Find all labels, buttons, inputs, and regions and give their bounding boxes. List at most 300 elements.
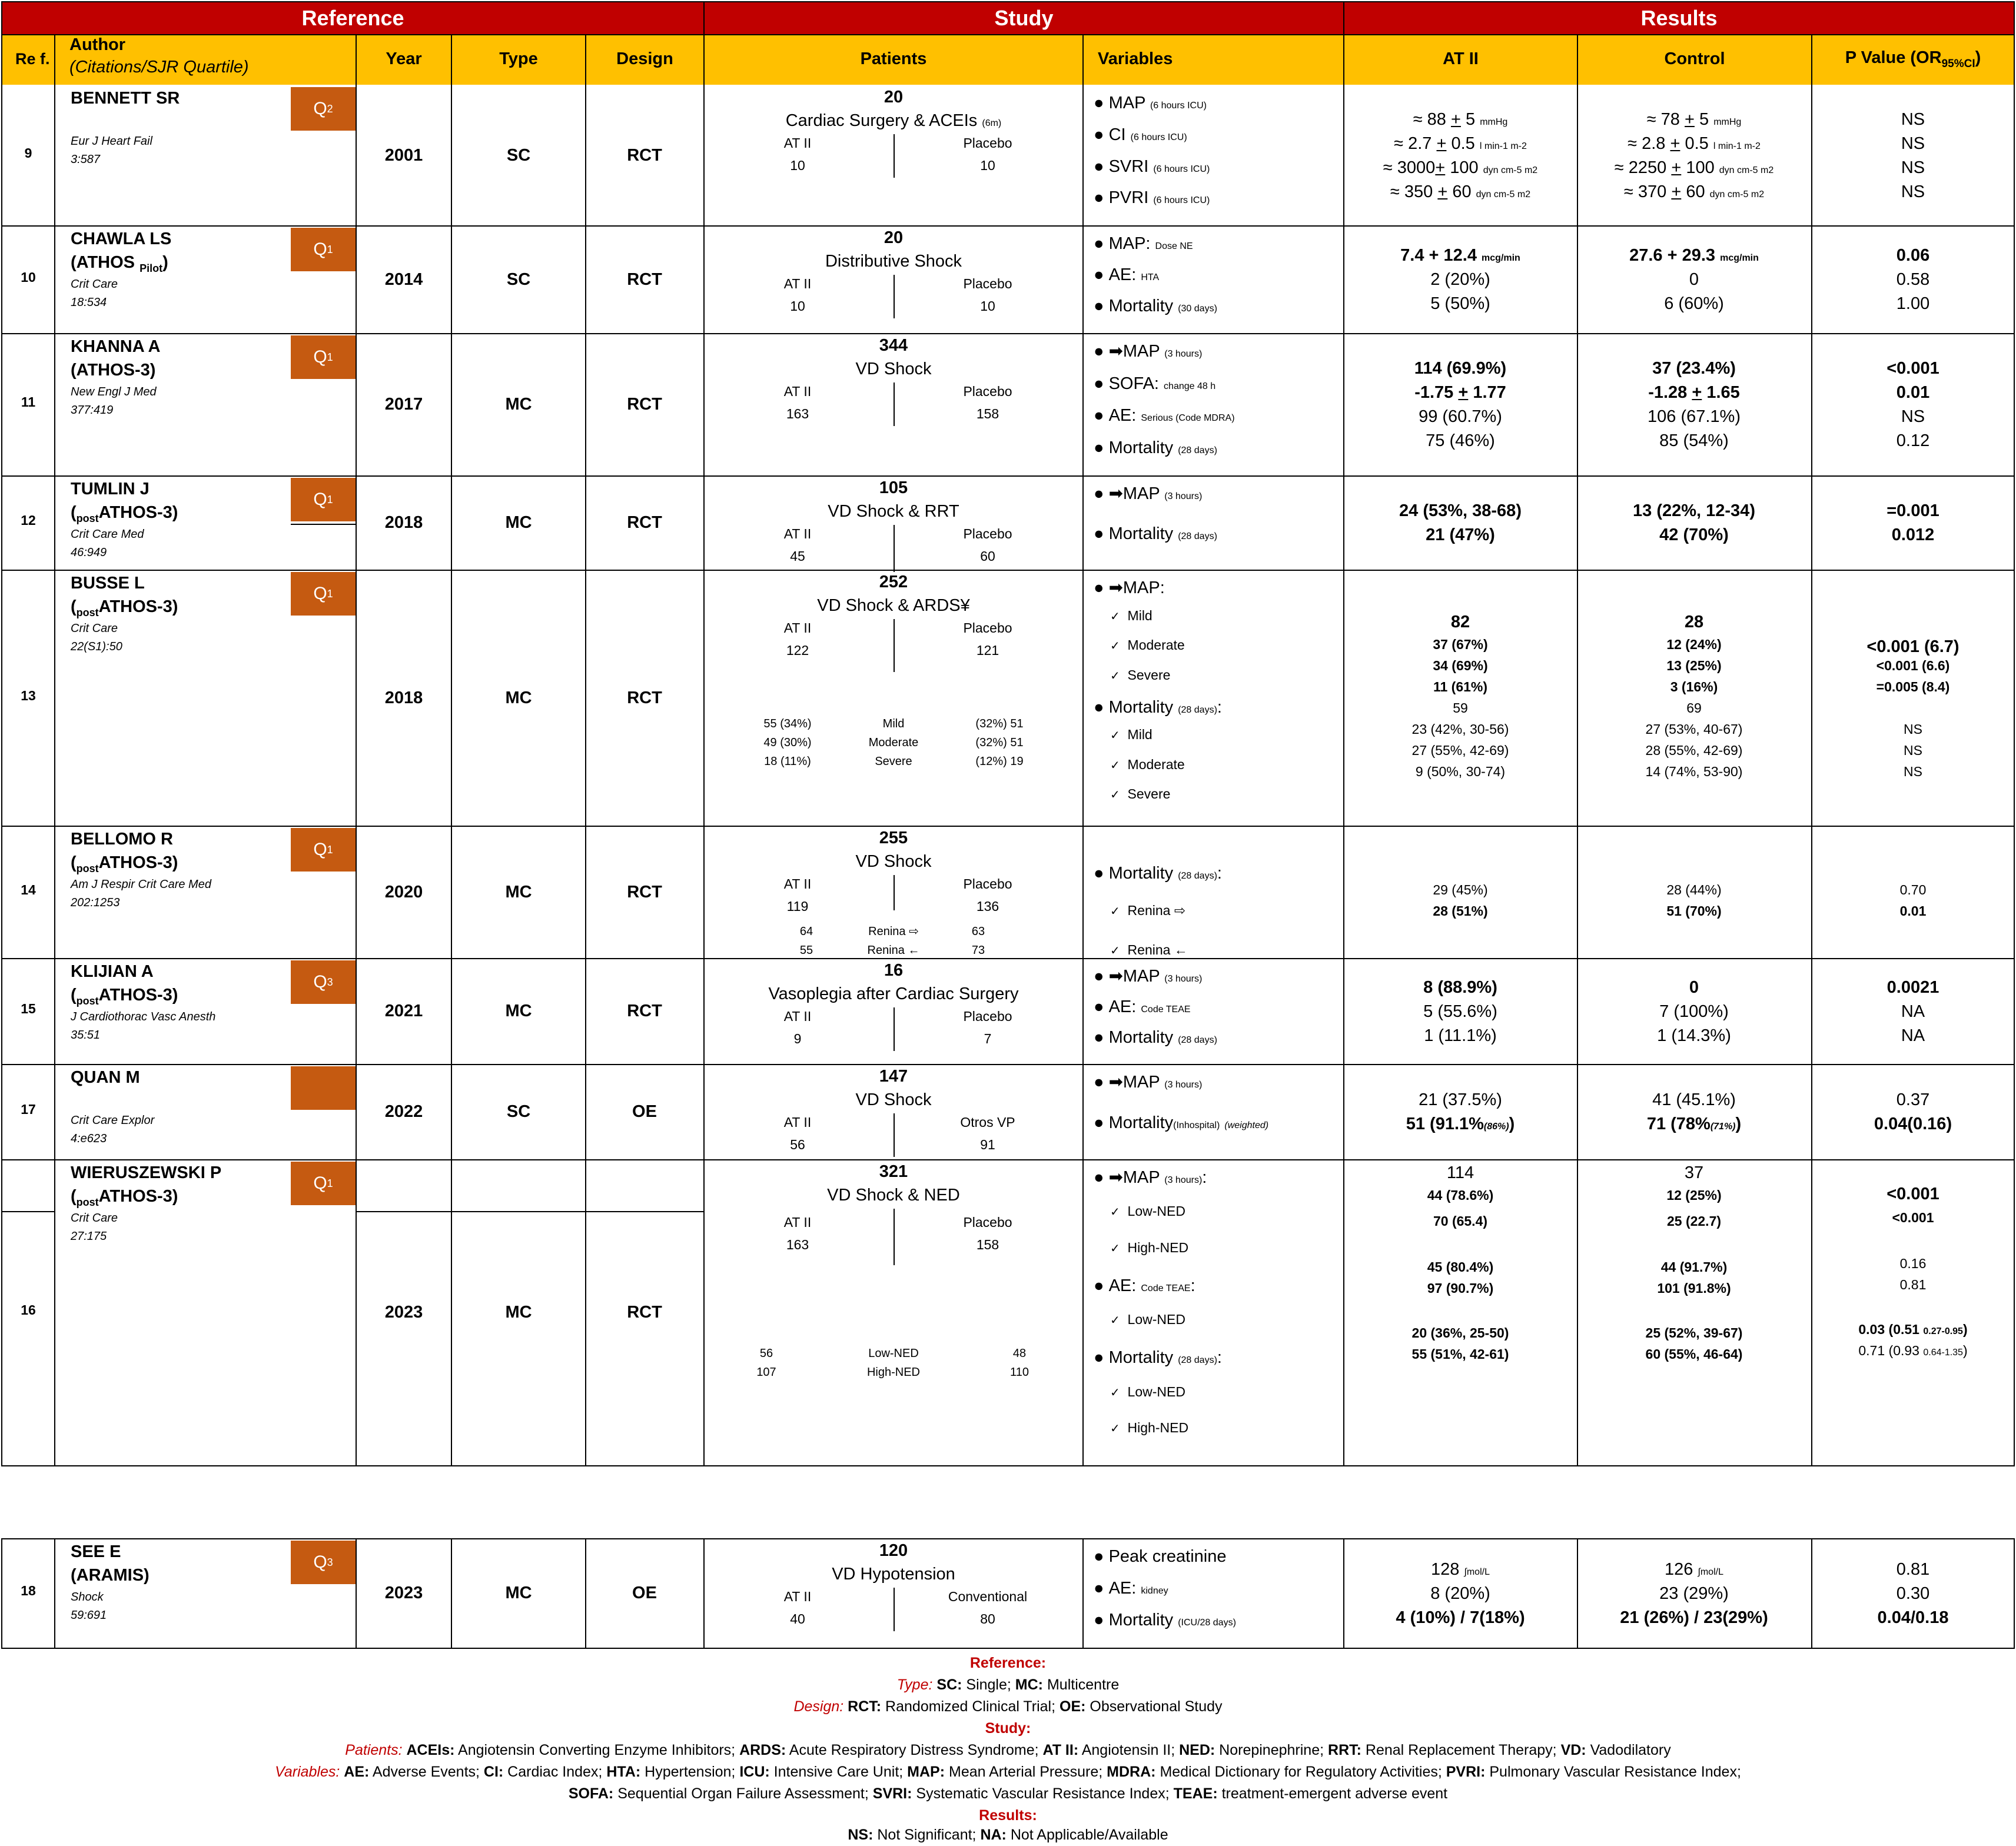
row-12-count-right: 60 <box>980 548 995 564</box>
row-13-design: RCT <box>627 688 662 707</box>
row-14-p-1: 0.01 <box>1899 903 1927 919</box>
grid-col-divider <box>1343 958 1344 1064</box>
row-9-p-3: NS <box>1901 182 1925 201</box>
row-13-var-1: ✓ Mild <box>1110 607 1153 623</box>
row-18-at2-2: 4 (10%) / 7(18%) <box>1396 1608 1525 1627</box>
row-10-count-left: 10 <box>790 298 805 314</box>
row-13-p-1: <0.001 (6.6) <box>1876 658 1950 673</box>
grid-col-divider <box>451 958 452 1064</box>
row-13-author-1: $(_{post}ATHOS-3)$ <box>71 597 178 618</box>
header-author-label: Author <box>69 35 126 54</box>
row-13-var-7: ✓ Severe <box>1110 786 1171 802</box>
row-14-var-0: ● Mortality (28 days): <box>1094 864 1222 883</box>
row-13-at2-0: 82 <box>1450 613 1470 631</box>
row-11-arm-left: AT II <box>783 384 812 399</box>
row-18-control-0: 126 ∫mol/L <box>1665 1559 1723 1579</box>
legend-variables: Variables: AE: Adverse Events; CI: Cardiac Index; HTA: Hypertension; ICU: Intensive Care Unit; MAP: Mean Arterial Pressure; MDRA: Medical Dictionary for Regulatory Activities; PVRI: Pulmonary Vascular Resistance Index; <box>275 1764 1741 1780</box>
row-13-sub-right-0: (32%) 51 <box>975 717 1024 730</box>
row-16-p-4: 0.03 (0.51 0.27-0.95) <box>1858 1322 1968 1337</box>
row-17-author-0: QUAN M <box>71 1068 140 1087</box>
row-16-control-0: 37 <box>1684 1163 1704 1182</box>
row-9-at2-3: ≈ 350 + 60 dyn cm-5 m2 <box>1390 182 1531 201</box>
row-9-control-2: ≈ 2250 + 100 dyn cm-5 m2 <box>1614 158 1774 177</box>
row-12-type: MC <box>505 513 532 532</box>
row-10-type: SC <box>506 270 531 289</box>
row-11-count-right: 158 <box>976 406 999 421</box>
row-9-var-0: ● MAP (6 hours ICU) <box>1094 94 1207 112</box>
row-16-sub-mid-1: High-NED <box>866 1366 921 1379</box>
grid-header-divider <box>451 34 452 85</box>
row-12-author-1: $(_{post}ATHOS-3)$ <box>71 503 178 524</box>
grid-col-divider <box>703 1064 705 1159</box>
row-17-p-0: 0.37 <box>1896 1090 1930 1109</box>
row-15-patients-n: 16 <box>884 961 904 980</box>
row-16-at2-6: 55 (51%, 42-61) <box>1411 1346 1509 1362</box>
grid-col-divider <box>1 958 2 1064</box>
legend-patients: Patients: ACEIs: Angiotensin Converting Enzyme Inhibitors; ARDS: Acute Respiratory Distress Syndrome; AT II: Angiotensin II; NED: Norepinephrine; RRT: Renal Replacement Therapy; VD: Vadodilatory <box>345 1742 1671 1758</box>
grid-group-divider <box>703 1 705 34</box>
grid-col-divider <box>356 1064 357 1159</box>
row-15-var-1: ● AE: Code TEAE <box>1094 997 1191 1016</box>
row-12-journal-1: 46:949 <box>71 546 107 559</box>
row-12-quartile-badge: Q 1 <box>291 478 356 521</box>
row-18-type: MC <box>505 1584 532 1602</box>
grid-col-divider <box>585 85 586 225</box>
row-18-at2-0: 128 ∫mol/L <box>1431 1559 1490 1579</box>
row-10-design: RCT <box>627 270 662 289</box>
row-border <box>1 1538 2015 1539</box>
grid-col-divider <box>54 826 55 958</box>
patients-divider <box>894 134 895 178</box>
row-18-control-2: 21 (26%) / 23(29%) <box>1620 1608 1768 1627</box>
grid-col-divider <box>1577 1538 1578 1648</box>
grid-col-divider <box>451 1064 452 1159</box>
row-13-p-5: NS <box>1904 764 1922 779</box>
row-10-quartile-badge: Q 1 <box>291 228 356 271</box>
row-16-var-0: ● ➡MAP (3 hours): <box>1094 1168 1207 1187</box>
grid-col-divider <box>1343 1538 1344 1648</box>
legend-study-title: Study: <box>985 1720 1031 1737</box>
row-18-arm-left: AT II <box>783 1589 812 1604</box>
row-16-journal-0: Crit Care <box>71 1212 118 1225</box>
row-13-sub-left-1: 49 (30%) <box>763 736 812 749</box>
grid-col-divider <box>2014 85 2015 225</box>
grid-col-divider <box>2014 826 2015 958</box>
grid-col-divider <box>1343 1064 1344 1159</box>
row-16-sub-mid-0: Low-NED <box>868 1347 919 1360</box>
row-12-arm-left: AT II <box>783 526 812 541</box>
row-13-control-7: 14 (74%, 53-90) <box>1645 764 1743 779</box>
row-10-arm-right: Placebo <box>963 276 1012 291</box>
grid-col-divider <box>451 85 452 225</box>
row-10-count-right: 10 <box>980 298 995 314</box>
grid-col-divider <box>54 85 55 225</box>
row-12-patients-desc: VD Shock & RRT <box>828 502 959 521</box>
row-17-at2-0: 21 (37.5%) <box>1419 1090 1502 1109</box>
row-14-sub-mid-1: Renina ← <box>867 944 920 957</box>
row-15-arm-left: AT II <box>783 1009 812 1024</box>
grid-col-divider <box>1577 333 1578 475</box>
grid-col-divider <box>585 570 586 826</box>
row-9-at2-0: ≈ 88 + 5 mmHg <box>1413 109 1508 129</box>
row-13-p-3: NS <box>1904 721 1922 737</box>
row-11-at2-0: 114 (69.9%) <box>1414 359 1507 378</box>
grid-col-divider <box>1 475 2 570</box>
row-14-var-1: ✓ Renina ⇨ <box>1110 903 1186 918</box>
grid-col-divider <box>585 826 586 958</box>
grid-header-divider <box>1811 34 1812 85</box>
header-ref: Re f. <box>2 34 54 85</box>
patients-divider <box>894 275 895 318</box>
grid-col-divider <box>1811 826 1812 958</box>
row-13-ref: 13 <box>21 687 36 703</box>
grid-col-divider <box>703 333 705 475</box>
row-13-at2-6: 27 (55%, 42-69) <box>1411 743 1509 758</box>
grid-col-divider <box>356 826 357 958</box>
grid-col-divider <box>2014 475 2015 570</box>
row-14-sub-mid-0: Renina ⇨ <box>868 925 919 938</box>
grid-col-divider <box>1 333 2 475</box>
row-9-at2-2: ≈ 3000+ 100 dyn cm-5 m2 <box>1383 158 1538 177</box>
row-18-p-1: 0.30 <box>1896 1584 1930 1603</box>
row-13-arm-right: Placebo <box>963 620 1012 636</box>
row-16-control-3: 44 (91.7%) <box>1660 1259 1728 1275</box>
row-13-sub-left-0: 55 (34%) <box>763 717 812 730</box>
row-9-quartile-badge: Q 2 <box>291 87 356 131</box>
grid-col-divider <box>1343 85 1344 225</box>
row-18-var-1: ● AE: kidney <box>1094 1579 1168 1598</box>
grid-col-divider <box>1082 1538 1084 1648</box>
row-13-control-3: 3 (16%) <box>1670 679 1718 694</box>
row-11-at2-3: 75 (46%) <box>1426 431 1495 450</box>
row-13-var-4: ● Mortality (28 days): <box>1094 697 1222 717</box>
grid-col-divider <box>1811 85 1812 225</box>
grid-col-divider <box>1811 958 1812 1064</box>
row-13-sub-mid-0: Mild <box>882 717 905 730</box>
row-9-patients-desc: Cardiac Surgery & ACEIs (6m) <box>785 111 1002 130</box>
row-12-at2-0: 24 (53%, 38-68) <box>1399 501 1522 520</box>
row-16-author-0: WIERUSZEWSKI P <box>71 1163 222 1182</box>
row-16-p-1: <0.001 <box>1892 1210 1934 1225</box>
row-18-at2-1: 8 (20%) <box>1430 1584 1490 1603</box>
row-16-type: MC <box>505 1303 532 1322</box>
row-10-control-2: 6 (60%) <box>1664 294 1724 313</box>
header-pvalue-label: P Value $(OR_{95\%CI})$ <box>1845 48 1981 71</box>
row-14-arm-right: Placebo <box>963 876 1012 892</box>
row-11-type: MC <box>505 395 532 414</box>
grid-col-divider <box>1082 826 1084 958</box>
row-13-at2-3: 11 (61%) <box>1433 679 1488 694</box>
grid-col-divider <box>703 958 705 1064</box>
grid-col-divider <box>54 570 55 826</box>
row-11-control-1: -1.28 + 1.65 <box>1648 383 1740 402</box>
row-9-count-right: 10 <box>980 158 995 173</box>
row-9-journal-0: Eur J Heart Fail <box>71 135 152 148</box>
row-10-at2-0: 7.4 + 12.4 mcg/min <box>1400 246 1520 265</box>
row-13-sub-right-2: (12%) 19 <box>975 755 1024 768</box>
row-11-control-2: 106 (67.1%) <box>1648 407 1741 426</box>
row-10-journal-0: Crit Care <box>71 278 118 291</box>
grid-group-divider <box>1343 1 1344 34</box>
row-13-author-0: BUSSE L <box>71 574 145 593</box>
row-16-inner-border <box>356 1211 705 1212</box>
row-16-count-left: 163 <box>786 1237 809 1252</box>
row-16-year: 2023 <box>384 1303 423 1322</box>
grid-header-divider <box>703 34 705 85</box>
row-16-sub-right-1: 110 <box>1010 1366 1029 1379</box>
row-18-ref: 18 <box>21 1583 36 1598</box>
row-13-p-4: NS <box>1904 743 1922 758</box>
row-15-p-1: NA <box>1901 1002 1925 1021</box>
grid-col-divider <box>1811 570 1812 826</box>
row-16-inner-border-ref <box>1 1211 55 1212</box>
grid-group-divider <box>1 1 2 34</box>
row-17-control-0: 41 (45.1%) <box>1652 1090 1736 1109</box>
row-11-design: RCT <box>627 395 662 414</box>
row-18-patients-n: 120 <box>879 1541 908 1560</box>
grid-col-divider <box>451 1159 452 1465</box>
row-15-journal-0: J Cardiothorac Vasc Anesth <box>71 1010 216 1023</box>
row-13-at2-5: 23 (42%, 30-56) <box>1411 721 1509 737</box>
row-9-patients-n: 20 <box>884 88 904 107</box>
row-14-patients-desc: VD Shock <box>855 852 932 871</box>
row-17-at2-1: 51 (91.1%(86%)) <box>1406 1115 1515 1133</box>
row-16-arm-right: Placebo <box>963 1215 1012 1230</box>
row-9-year: 2001 <box>384 145 423 165</box>
row-14-sub-left-0: 64 <box>799 925 813 938</box>
row-14-ref: 14 <box>21 882 36 897</box>
row-12-arm-right: Placebo <box>963 526 1012 541</box>
grid-header-divider <box>356 34 357 85</box>
row-16-var-3: ● AE: Code TEAE: <box>1094 1276 1195 1295</box>
grid-col-divider <box>1811 1064 1812 1159</box>
row-12-control-1: 42 (70%) <box>1659 525 1729 544</box>
row-12-ref: 12 <box>21 513 36 528</box>
row-11-patients-n: 344 <box>879 336 908 355</box>
grid-col-divider <box>1811 225 1812 333</box>
row-11-p-3: 0.12 <box>1896 431 1930 450</box>
grid-col-divider <box>54 333 55 475</box>
patients-divider <box>894 1007 895 1051</box>
grid-col-divider <box>1 225 2 333</box>
grid-col-divider <box>1082 85 1084 225</box>
row-18-var-0: ● Peak creatinine <box>1094 1547 1227 1566</box>
header-author-sub: (Citations/SJR Quartile) <box>69 57 249 76</box>
grid-col-divider <box>451 225 452 333</box>
row-16-at2-3: 45 (80.4%) <box>1427 1259 1494 1275</box>
row-9-type: SC <box>506 145 531 165</box>
grid-col-divider <box>703 225 705 333</box>
row-18-year: 2023 <box>384 1584 423 1602</box>
grid-col-divider <box>451 570 452 826</box>
grid-col-divider <box>585 1538 586 1648</box>
row-border <box>1 570 2015 571</box>
grid-col-divider <box>1343 333 1344 475</box>
row-11-ref: 11 <box>21 394 36 410</box>
row-11-quartile-badge: Q 1 <box>291 335 356 379</box>
row-15-count-left: 9 <box>793 1031 802 1046</box>
row-14-count-left: 119 <box>786 899 809 914</box>
grid-col-divider <box>1577 1064 1578 1159</box>
grid-col-divider <box>451 333 452 475</box>
grid-col-divider <box>1577 570 1578 826</box>
row-14-arm-left: AT II <box>783 876 812 892</box>
grid-col-divider <box>1811 333 1812 475</box>
grid-col-divider <box>356 1159 357 1465</box>
legend-reference-title: Reference: <box>969 1655 1047 1671</box>
row-14-p-0: 0.70 <box>1899 882 1927 897</box>
header-year: Year <box>357 34 451 85</box>
row-16-control-5: 25 (52%, 39-67) <box>1645 1325 1743 1341</box>
grid-header-divider <box>54 34 55 85</box>
row-12-at2-1: 21 (47%) <box>1426 525 1495 544</box>
row-13-control-6: 28 (55%, 42-69) <box>1645 743 1743 758</box>
grid-col-divider <box>2014 1064 2015 1159</box>
row-15-quartile-badge: Q 3 <box>291 960 356 1004</box>
row-18-quartile-badge: Q 3 <box>291 1541 356 1584</box>
row-13-year: 2018 <box>384 688 423 707</box>
row-13-patients-desc: VD Shock & ARDS¥ <box>817 596 970 615</box>
row-border <box>1 958 2015 959</box>
row-13-var-6: ✓ Moderate <box>1110 756 1185 772</box>
grid-col-divider <box>1577 85 1578 225</box>
grid-col-divider <box>356 475 357 570</box>
row-15-at2-2: 1 (11.1%) <box>1424 1026 1497 1045</box>
row-15-patients-desc: Vasoplegia after Cardiac Surgery <box>768 984 1019 1003</box>
row-11-control-0: 37 (23.4%) <box>1652 359 1736 378</box>
row-16-control-4: 101 (91.8%) <box>1657 1280 1731 1296</box>
row-13-type: MC <box>505 688 532 707</box>
row-16-design: RCT <box>627 1303 662 1322</box>
row-10-journal-1: 18:534 <box>71 296 107 309</box>
row-10-p-0: 0.06 <box>1896 246 1930 265</box>
row-13-quartile-badge: Q 1 <box>291 572 356 616</box>
row-12-year: 2018 <box>384 513 423 532</box>
row-17-count-left: 56 <box>790 1137 805 1152</box>
grid-col-divider <box>1577 958 1578 1064</box>
grid-col-divider <box>1 85 2 225</box>
row-11-p-0: <0.001 <box>1887 359 1939 378</box>
header-at2: AT II <box>1344 34 1577 85</box>
row-12-control-0: 13 (22%, 12-34) <box>1633 501 1755 520</box>
grid-col-divider <box>356 1538 357 1648</box>
row-17-type: SC <box>506 1102 531 1121</box>
row-13-count-right: 121 <box>976 643 999 658</box>
row-15-journal-1: 35:51 <box>71 1029 101 1042</box>
grid-col-divider <box>585 225 586 333</box>
grid-col-divider <box>1343 826 1344 958</box>
row-13-var-0: ● ➡MAP: <box>1094 578 1165 597</box>
grid-col-divider <box>54 958 55 1064</box>
grid-col-divider <box>356 958 357 1064</box>
row-12-p-0: =0.001 <box>1887 501 1939 520</box>
row-11-control-3: 85 (54%) <box>1659 431 1729 450</box>
row-13-var-2: ✓ Moderate <box>1110 637 1185 653</box>
row-18-var-2: ● Mortality (ICU/28 days) <box>1094 1611 1236 1629</box>
row-13-at2-7: 9 (50%, 30-74) <box>1415 764 1506 779</box>
row-17-year: 2022 <box>384 1102 423 1121</box>
row-14-var-2: ✓ Renina ← <box>1110 942 1188 957</box>
row-10-arm-left: AT II <box>783 276 812 291</box>
row-13-arm-left: AT II <box>783 620 812 636</box>
row-15-control-0: 0 <box>1689 977 1699 997</box>
row-16-at2-0: 114 <box>1446 1163 1474 1182</box>
row-16-quartile-badge: Q 1 <box>291 1162 356 1205</box>
grid-header-mid <box>1 34 2015 35</box>
row-13-p-0: <0.001 (6.7) <box>1866 637 1959 656</box>
row-15-control-1: 7 (100%) <box>1659 1002 1729 1021</box>
row-17-var-1: ● Mortality(Inhospital) (weighted) <box>1094 1113 1269 1132</box>
grid-col-divider <box>1343 225 1344 333</box>
row-16-control-2: 25 (22.7) <box>1666 1213 1722 1229</box>
grid-col-divider <box>1082 1159 1084 1465</box>
row-16-patients-n: 321 <box>879 1162 908 1181</box>
row-13-at2-2: 34 (69%) <box>1433 658 1488 673</box>
row-15-arm-right: Placebo <box>963 1009 1012 1024</box>
legend-results-title: Results: <box>979 1807 1037 1824</box>
row-12-p-1: 0.012 <box>1891 525 1935 544</box>
row-16-ref: 16 <box>21 1302 36 1318</box>
legend-type: Type: SC: Single; MC: Multicentre <box>896 1677 1120 1693</box>
row-16-at2-2: 70 (65.4) <box>1433 1213 1488 1229</box>
row-12-design: RCT <box>627 513 662 532</box>
row-13-p-2: =0.005 (8.4) <box>1876 679 1950 694</box>
row-10-var-2: ● Mortality (30 days) <box>1094 297 1217 315</box>
row-12-journal-0: Crit Care Med <box>71 528 144 541</box>
row-10-p-2: 1.00 <box>1896 294 1930 313</box>
row-17-design: OE <box>632 1102 657 1121</box>
row-16-author-1: $(_{post}ATHOS-3)$ <box>71 1187 178 1208</box>
row-13-control-2: 13 (25%) <box>1666 658 1722 673</box>
row-border <box>1 1159 2015 1160</box>
row-17-journal-1: 4:e623 <box>71 1132 107 1145</box>
grid-col-divider <box>1811 1538 1812 1648</box>
row-15-at2-0: 8 (88.9%) <box>1423 977 1497 997</box>
row-10-at2-2: 5 (50%) <box>1430 294 1490 313</box>
row-16-arm-left: AT II <box>783 1215 812 1230</box>
grid-col-divider <box>451 826 452 958</box>
row-10-p-1: 0.58 <box>1896 270 1930 289</box>
grid-col-divider <box>1 570 2 826</box>
row-15-at2-1: 5 (55.6%) <box>1423 1002 1497 1021</box>
group-reference: Reference <box>2 2 703 34</box>
row-17-p-1: 0.04(0.16) <box>1874 1115 1952 1133</box>
row-16-sub-right-0: 48 <box>1012 1347 1027 1360</box>
group-study: Study <box>705 2 1343 34</box>
patients-divider <box>894 525 895 572</box>
row-9-control-0: ≈ 78 + 5 mmHg <box>1646 109 1742 129</box>
row-10-patients-desc: Distributive Shock <box>825 252 962 271</box>
row-border <box>1 333 2015 334</box>
row-11-var-0: ● ➡MAP (3 hours) <box>1094 342 1203 361</box>
row-18-journal-0: Shock <box>71 1591 104 1604</box>
row-13-sub-mid-1: Moderate <box>868 736 919 749</box>
grid-col-divider <box>451 1538 452 1648</box>
row-17-quartile-badge <box>291 1066 356 1110</box>
patients-divider <box>894 1209 895 1265</box>
row-14-control-0: 28 (44%) <box>1666 882 1722 897</box>
row-13-sub-right-1: (32%) 51 <box>975 736 1024 749</box>
row-10-control-0: 27.6 + 29.3 mcg/min <box>1629 246 1759 265</box>
row-9-author-0: BENNETT SR <box>71 89 180 108</box>
row-border <box>1 826 2015 827</box>
row-9-var-3: ● PVRI (6 hours ICU) <box>1094 188 1210 208</box>
grid-col-divider <box>1082 570 1084 826</box>
row-16-sub-left-0: 56 <box>759 1347 773 1360</box>
row-17-arm-right: Otros VP <box>960 1115 1015 1130</box>
row-18-control-1: 23 (29%) <box>1659 1584 1729 1603</box>
row-15-p-2: NA <box>1901 1026 1925 1045</box>
